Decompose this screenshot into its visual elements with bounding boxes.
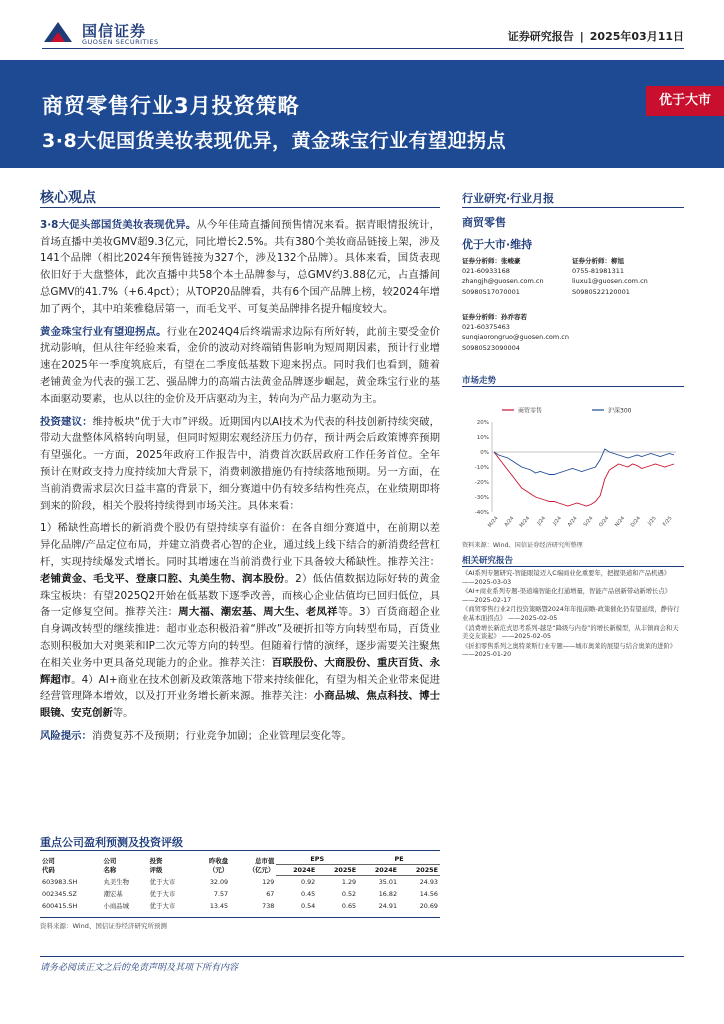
doc-date: 2025年03月11日 [589, 30, 684, 43]
table-source: 资料来源：Wind、国信证券经济研究所预测 [40, 922, 167, 930]
report-title: 商贸零售行业3月投资策略 [42, 94, 300, 118]
paragraph-lead: 3·8大促头部国货美妆表现优异。 [40, 218, 197, 231]
analyst-name: 证券分析师：张峻豪 [462, 257, 521, 265]
cell-price: 13.45 [209, 901, 229, 910]
market-divider [462, 386, 684, 387]
col-rating: 投资 评级 [149, 856, 163, 874]
table-bottom-rule [40, 917, 440, 918]
cell-eps25: 0.65 [341, 901, 357, 910]
y-tick-label: -10% [474, 465, 489, 471]
analyst-cert: S0980517070001 [462, 287, 520, 296]
table-row [40, 888, 440, 900]
related-item[interactable]: 《折扣零售系列之奥特莱斯行业专题——城市奥莱的展望与结合奥莱的进阶》 ——2025-01-20 [462, 642, 677, 659]
cell-code: 002345.SZ [42, 889, 77, 898]
picks-stocks: 小商品城、焦点科技、博士眼镜、安克创新 [40, 690, 441, 720]
related-item[interactable]: 《AI系列专题研究-智能眼镜迈入C端商业化重要年，把握渠道和产品机遇》 ——2025-03-03 [462, 570, 671, 586]
chart-source: 资料来源：Wind、国信证券经济研究所整理 [462, 542, 583, 549]
sidebar [462, 190, 684, 206]
x-tick-label: J/24 [536, 515, 547, 527]
section-title: 核心观点 [40, 190, 96, 206]
industry-name: 商贸零售 [462, 216, 506, 229]
cell-pe24: 16.82 [378, 889, 398, 898]
cell-code: 603983.SH [42, 877, 78, 886]
page-header [0, 0, 724, 52]
y-tick-label: -20% [474, 480, 489, 486]
col-mcap: 总市值 （亿元） [248, 856, 275, 874]
market-title: 市场走势 [462, 376, 497, 386]
y-tick-label: 10% [476, 435, 489, 441]
cell-rating: 优于大市 [149, 890, 176, 898]
picks-text: 。4）AI+商业在技术创新及政策落地下带来持续催化，有望为相关企业带来促进经营管理降本增效，以及打开业务增长新来源。推荐关注： [40, 673, 440, 703]
picks-text: 等。3）百货商超企业自身调改转型的继续推进：超市业态积极沿着“胖改”及硬折扣等方向转型布局，百货业态则积极加大对奥莱和IP二次元等方向的转型。但随着行情的演绎，逐步需要关注聚焦在相关业务中更具备兑现能力的企业。推荐关注： [40, 606, 440, 669]
cell-pe25: 14.56 [419, 889, 438, 898]
related-list [462, 570, 684, 661]
col-price: 昨收盘 （元） [208, 856, 229, 874]
cell-pe24: 35.01 [378, 877, 398, 886]
paragraph-jewelry [40, 324, 440, 408]
x-tick-label: D/24 [629, 515, 642, 529]
cell-eps24: 0.45 [301, 889, 316, 898]
table-row [40, 876, 440, 888]
col-eps: EPS [276, 854, 358, 865]
cell-mcap: 738 [262, 901, 275, 910]
series-line [494, 452, 674, 506]
related-item[interactable]: 《消费增长新范式思考系列-越是“降级与内卷”的增长新模型，从丰镇商会和天美交友谈起》 ——2025-02-05 [462, 624, 679, 641]
col-pe-2024: 2024E [358, 865, 399, 876]
analyst-card [462, 312, 569, 353]
table-row [40, 900, 440, 912]
analyst-card [572, 256, 648, 297]
analyst-cert: S0980523090004 [462, 343, 520, 352]
footer-divider [40, 956, 684, 957]
series-line [494, 449, 674, 475]
y-tick-label: -40% [474, 510, 489, 516]
paragraph-body: 维持板块“优于大市”评级。近期国内以AI技术为代表的科技创新持续突破，带动大盘整体风格转向明显，但同时短期宏观经济压力仍存，预计两会后政策博弈预期有望强化。一方面，2025年政府工作报告中，消费首次跃居政府工作任务首位。全年预计在财政支持力度持续加大背景下，消费刺激措施仍有持续落地预期。另一方面，在当前消费需求层次日益丰富的背景下，细分赛道中仍有较多结构性亮点，在业绩期即将到来的阶段，相关个股将持续得到市场关注。具体来看： [40, 415, 441, 512]
cell-mcap: 67 [266, 889, 275, 898]
col-code: 公司 代码 [42, 856, 55, 874]
table-title: 重点公司盈利预测及投资评级 [40, 836, 183, 849]
cell-eps24: 0.54 [301, 901, 316, 910]
y-tick-label: 0% [480, 450, 489, 456]
cell-name: 潮宏基 [103, 890, 123, 898]
picks-text: 。2）低估值数据边际好转的黄金珠宝板块：有望2025Q2开始在低基数下逐季改善，而核心企业估值均已回归低位，具备一定修复空间。推荐关注： [40, 572, 441, 619]
related-title: 相关研究报告 [462, 556, 514, 566]
table-top-rule [40, 850, 440, 851]
legend-label: 沪深300 [608, 407, 632, 415]
col-name: 公司 名称 [103, 856, 117, 874]
cell-name: 丸美生物 [103, 878, 130, 886]
paragraph-body: 消费复苏不及预期；行业竞争加剧；企业管理层变化等。 [91, 729, 352, 742]
market-chart [462, 400, 684, 530]
industry-rating: 优于大市·维持 [462, 238, 533, 251]
cell-pe24: 24.91 [378, 901, 398, 910]
col-eps-2024: 2024E [276, 865, 317, 876]
footer-disclaimer[interactable]: 请务必阅读正文之后的免责声明及其项下所有内容 [40, 963, 239, 973]
y-tick-label: 20% [476, 420, 489, 426]
cell-eps24: 0.92 [301, 877, 316, 886]
logo-mark-icon [42, 18, 74, 46]
related-item[interactable]: 《商贸零售行业2月投资策略暨2024年年报前瞻-政策催化仍有望延续，静待行业基本面拐点》 ——2025-02-05 [462, 606, 680, 622]
analyst-cert: S0980522120001 [572, 287, 630, 296]
x-tick-label: A/24 [566, 515, 579, 529]
picks-stocks: 周大福、潮宏基、周大生、老凤祥 [178, 606, 338, 619]
paragraph-body: 行业在2024Q4后终端需求边际有所好转，此前主要受金价扰动影响，但从往年经验来看，金价的波动对终端销售影响为短周期因素，预计行业增速在2025年一季度筑底后，有望在二季度低基数下迎来拐点。同时我们也看到，随着老铺黄金为代表的强工艺、强品牌力的高端古法黄金品牌逐步崛起，黄金珠宝行业的基本面驱动要素，也从以往的金价及开店驱动为主，转向为产品力驱动为主。 [40, 325, 440, 405]
cell-eps25: 0.52 [341, 889, 357, 898]
cell-pe25: 20.69 [419, 901, 438, 910]
x-tick-label: N/24 [613, 515, 627, 529]
cell-mcap: 129 [262, 877, 275, 886]
header-divider [42, 48, 684, 49]
analyst-email[interactable]: liuxu1@guosen.com.cn [572, 277, 648, 286]
sidebar-divider [462, 207, 684, 208]
analyst-name: 证券分析师：孙乔容若 [462, 313, 527, 321]
col-pe: PE [358, 854, 440, 865]
cell-pe25: 24.93 [419, 877, 438, 886]
guosen-logo [42, 18, 192, 50]
forecast-table [40, 854, 440, 912]
y-tick-label: -30% [474, 495, 489, 501]
picks-stocks: 老铺黄金、毛戈平、登康口腔、丸美生物、润本股份 [40, 572, 285, 585]
rating-tag: 优于大市 [646, 86, 724, 116]
x-tick-label: M/24 [486, 515, 500, 529]
core-views [40, 190, 440, 751]
related-item[interactable]: 《AI+商业系列专题-渠道端智能化打通增量，智能产品创新带动新增长点》 ——2025-02-17 [462, 588, 671, 604]
report-category: 行业研究·行业月报 [462, 192, 555, 205]
picks-stocks: 百联股份、大商股份、重庆百货、永辉超市 [40, 656, 441, 686]
analyst-card [462, 256, 544, 297]
cell-rating: 优于大市 [149, 878, 176, 886]
x-tick-label: F/25 [661, 515, 674, 528]
analyst-phone: 0755-81981311 [572, 267, 624, 276]
col-eps-2025: 2025E [317, 865, 358, 876]
doc-meta: 证券研究报告 | 2025年03月11日 [507, 30, 684, 43]
title-banner [0, 60, 724, 168]
related-divider [462, 566, 684, 567]
x-tick-label: O/24 [597, 515, 611, 529]
paragraph-body: 从今年佳琦直播间预售情况来看。据青眼情报统计，首场直播中美妆GMV超9.3亿元，同比增长2.5%。共有380个美妆商品链接上架，涉及141个品牌（相比2024年预售链接为327个，涉及132个品牌）。具体来看，国货表现依旧好于大盘整体，此次直播中共58个本土品牌参与，总GMV约3.88亿元，占直播间总GMV的41.7%（+6.4pct）；从TOP20品牌看，共有6个国产品牌上榜，较2024年增加了两个，其中珀莱雅稳居第一，而毛戈平、可复美品牌排名提升幅度较大。 [40, 218, 441, 315]
cell-price: 32.09 [209, 877, 229, 886]
paragraph-lead: 黄金珠宝行业有望迎拐点。 [40, 325, 167, 338]
picks-text: 1）稀缺性高增长的新消费个股仍有望持续享有溢价：在各自细分赛道中，在前期以差异化品牌/产品定位布局，并建立消费者心智的企业，通过线上线下结合的新消费经营杠杆，实现持续爆发式增长。同时其增速在当前消费行业下具备较大稀缺性。推荐关注： [40, 522, 440, 568]
cell-code: 600415.SH [42, 901, 78, 910]
cell-price: 7.57 [213, 889, 229, 898]
logo-name-en: GUOSEN SECURITIES [82, 38, 159, 46]
cell-name: 小商品城 [103, 902, 130, 910]
paragraph-beauty [40, 217, 440, 318]
analyst-email[interactable]: sunqiaorongruo@guosen.com.cn [462, 333, 569, 342]
paragraph-lead: 风险提示： [40, 729, 92, 742]
x-tick-label: J/25 [646, 515, 658, 527]
analyst-email[interactable]: zhangjh@guosen.com.cn [462, 277, 544, 286]
col-pe-2025: 2025E [399, 865, 440, 876]
cell-eps25: 1.29 [341, 877, 357, 886]
cell-rating: 优于大市 [149, 902, 176, 910]
picks-text: 等。 [112, 707, 134, 720]
analyst-phone: 021-60933168 [462, 267, 510, 276]
paragraph-risk [40, 728, 440, 745]
legend-label: 商贸零售 [518, 407, 543, 415]
report-subtitle: 3·8大促国货美妆表现优异，黄金珠宝行业有望迎拐点 [42, 130, 507, 152]
paragraph-picks [40, 520, 440, 722]
paragraph-investment [40, 414, 440, 515]
analyst-phone: 021-60375463 [462, 323, 510, 332]
doc-type: 证券研究报告 [507, 30, 574, 43]
paragraph-lead: 投资建议： [40, 415, 93, 428]
logo-name-cn: 国信证券 [82, 22, 147, 40]
x-tick-label: A/24 [503, 515, 516, 529]
x-tick-label: M/24 [518, 515, 532, 529]
analyst-name: 证券分析师：柳旭 [572, 257, 624, 265]
x-tick-label: S/24 [582, 515, 595, 528]
x-tick-label: J/24 [552, 515, 563, 527]
